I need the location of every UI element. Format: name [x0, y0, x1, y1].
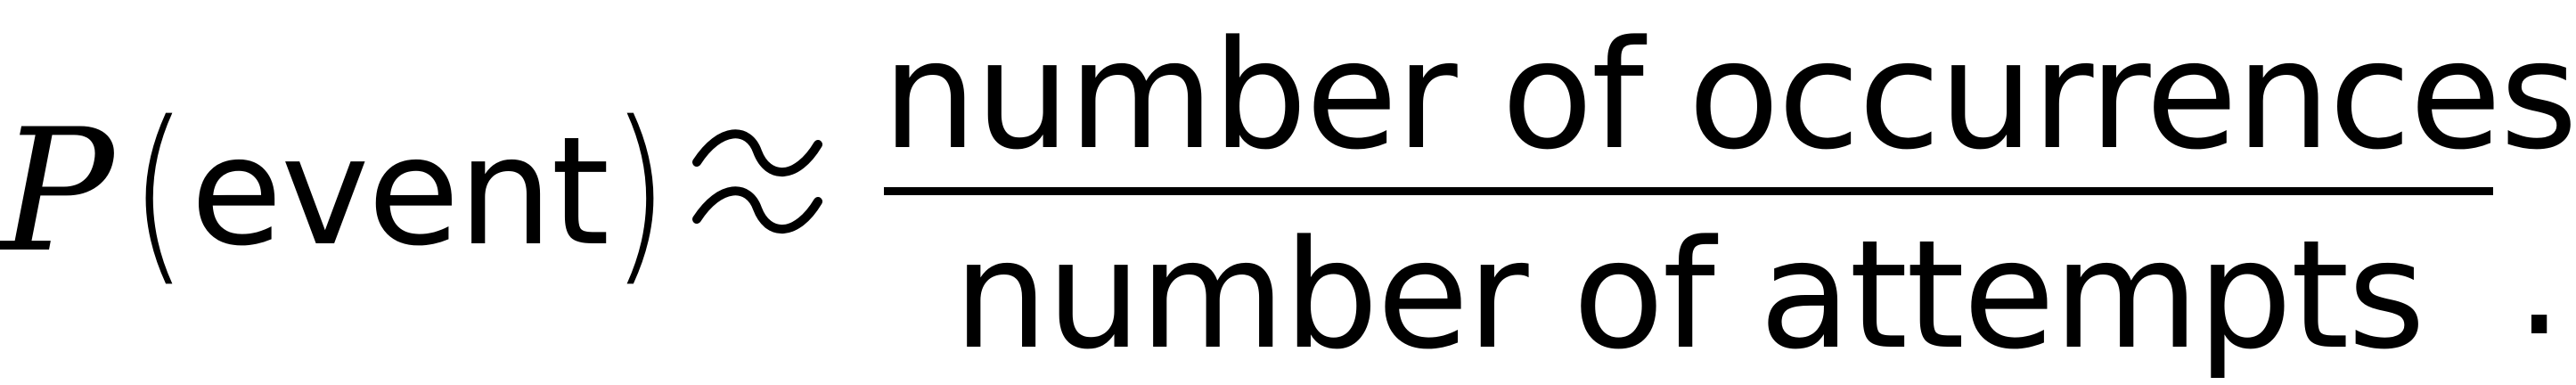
probability-symbol: P	[0, 93, 114, 290]
close-parenthesis: )	[610, 79, 669, 304]
open-parenthesis: (	[129, 79, 188, 304]
formula-fraction	[882, 0, 2576, 385]
fraction-numerator: number of occurrences	[882, 8, 2576, 183]
approximately-equal-icon	[686, 105, 829, 248]
fraction-denominator: number of attempts	[953, 208, 2425, 382]
formula-period: .	[2515, 194, 2564, 369]
formula-left-hand-side	[0, 80, 677, 303]
event-label: event	[190, 104, 609, 279]
fraction-bar	[884, 187, 2493, 195]
